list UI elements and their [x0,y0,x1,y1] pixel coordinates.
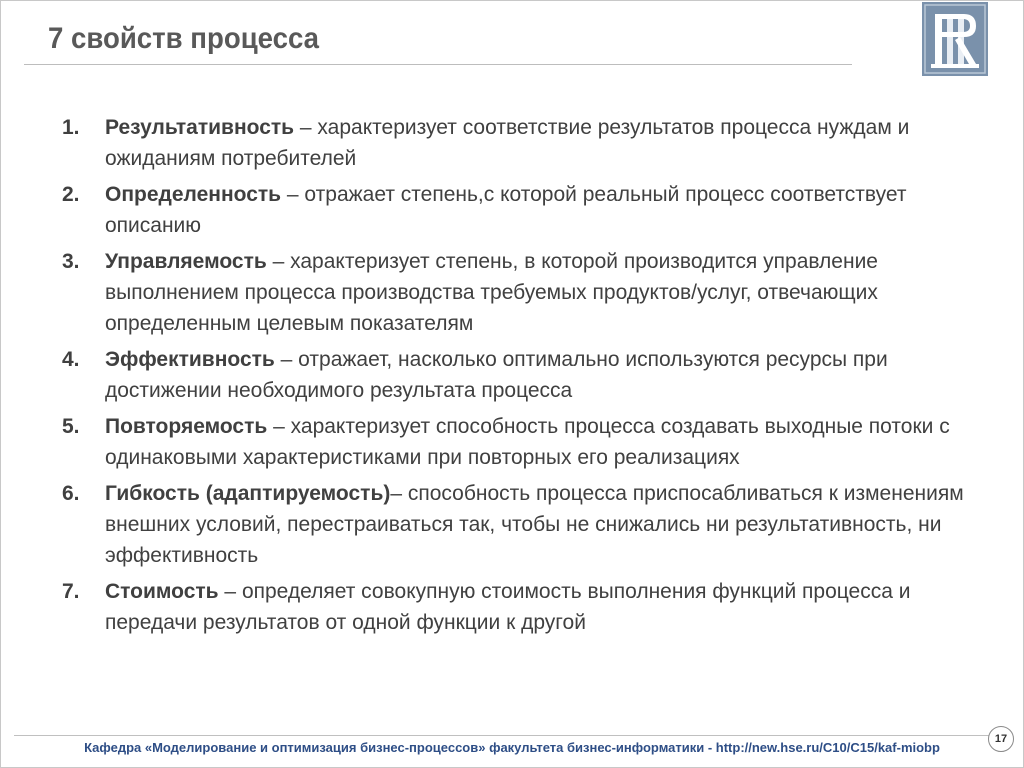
item-number: 2. [62,183,80,206]
list-item [62,246,972,339]
item-text: – способность процесса приспосабливаться к изменениям внешних условий, перестраиваться так, чтобы не снижались ни результативность, ни эффективность [105,482,964,567]
item-text: – определяет совокупную стоимость выполнения функций процесса и передачи результатов от одной функции к другой [105,580,911,634]
list-item [62,344,972,406]
item-term: Управляемость [105,250,267,273]
item-body [105,478,972,571]
item-term: Эффективность [105,348,275,371]
item-text: – характеризует способность процесса создавать выходные потоки с одинаковыми характеристиками при повторных его реализациях [105,415,950,469]
hse-logo-icon [922,2,988,76]
properties-list [62,112,972,643]
item-body [105,576,972,638]
list-item [62,112,972,174]
item-body [105,112,972,174]
item-body [105,246,972,339]
item-term: Результативность [105,116,295,139]
item-term: Повторяемость [105,415,268,438]
hse-logo [922,2,988,76]
item-number: 6. [62,482,80,505]
item-body [105,344,972,406]
item-number: 1. [62,116,80,139]
item-body [105,411,972,473]
item-term: Определенность [105,183,282,206]
item-text: – отражает, насколько оптимально используются ресурсы при достижении необходимого результата процесса [105,348,888,402]
item-term: Гибкость (адаптируемость) [105,482,391,505]
page-number-badge: 17 [988,726,1014,752]
footer-text: Кафедра «Моделирование и оптимизация бизнес-процессов» факультета бизнес-информатики - http://new.hse.ru/C10/C15/kaf-miobp [84,740,940,755]
slide-title: 7 свойств процесса [48,22,320,55]
list-item [62,478,972,571]
item-number: 3. [62,250,80,273]
list-item [62,576,972,638]
item-body [105,179,972,241]
item-text: – характеризует соответствие результатов процесса нуждам и ожиданиям потребителей [105,116,910,170]
item-number: 4. [62,348,80,371]
item-text: – отражает степень,с которой реальный процесс соответствует описанию [105,183,907,237]
footer-divider [14,735,1010,736]
item-number: 7. [62,580,80,603]
title-divider [24,64,852,65]
item-term: Стоимость [105,580,219,603]
list-item [62,411,972,473]
list-item [62,179,972,241]
item-text: – характеризует степень, в которой производится управление выполнением процесса производства требуемых продуктов/услуг, отвечающих определенным целевым показателям [105,250,878,335]
item-number: 5. [62,415,80,438]
